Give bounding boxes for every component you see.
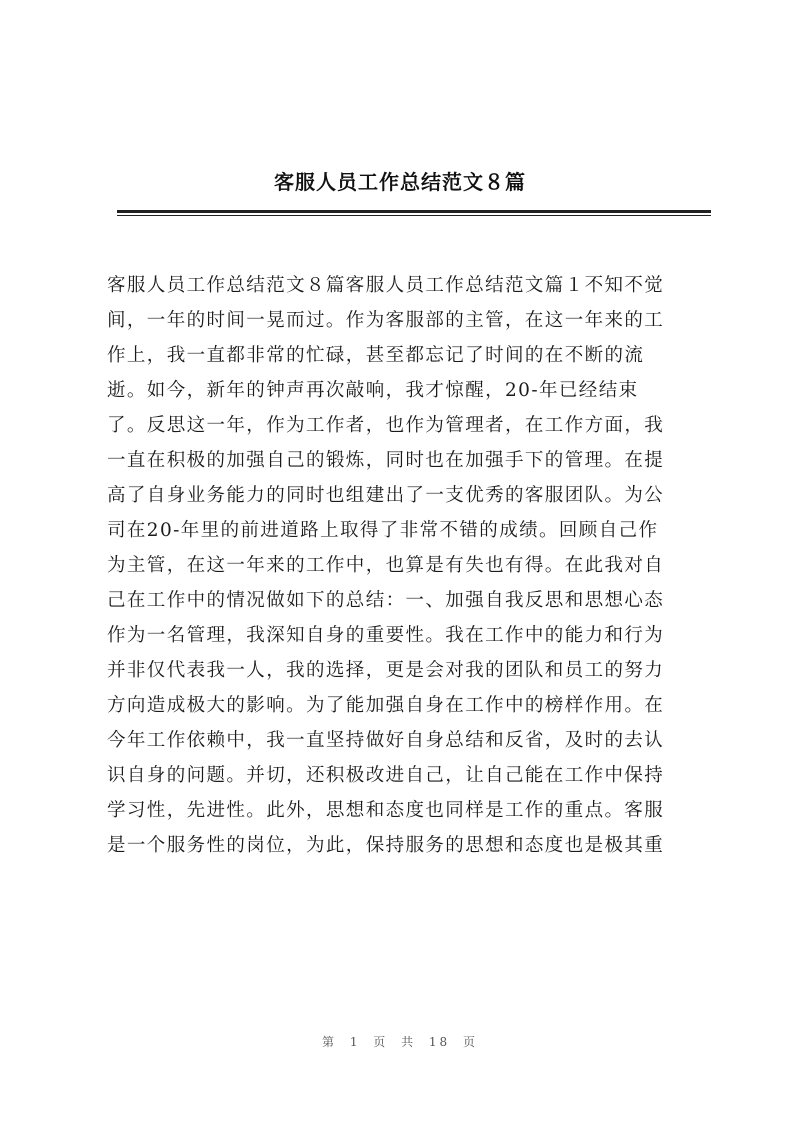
body-line: 学习性，先进性。此外，思想和态度也同样是工作的重点。客服 — [107, 800, 665, 821]
body-line: 己在工作中的情况做如下的总结：一、加强自我反思和思想心态 — [107, 590, 665, 611]
document-title: 客服人员工作总结范文８篇 — [274, 170, 526, 194]
body-line: 间，一年的时间一晃而过。作为客服部的主管，在这一年来的工 — [107, 310, 665, 331]
document-body — [107, 268, 712, 863]
body-line: 方向造成极大的影响。为了能加强自身在工作中的榜样作用。在 — [107, 695, 665, 716]
body-line: 识自身的问题。并切，还积极改进自己，让自己能在工作中保持 — [107, 765, 665, 786]
body-line: 一直在积极的加强自己的锻炼，同时也在加强手下的管理。在提 — [107, 450, 665, 471]
body-line: 今年工作依赖中，我一直坚持做好自身总结和反省，及时的去认 — [107, 730, 665, 751]
body-line: 并非仅代表我一人，我的选择，更是会对我的团队和员工的努力 — [107, 660, 665, 681]
body-line: 为主管，在这一年来的工作中，也算是有失也有得。在此我对自 — [107, 555, 665, 576]
body-line: 了。反思这一年，作为工作者，也作为管理者，在工作方面，我 — [107, 415, 665, 436]
body-line: 司在20-年里的前进道路上取得了非常不错的成绩。回顾自己作 — [107, 520, 659, 541]
page-footer: 第 1 页 共 18 页 — [322, 1035, 478, 1049]
body-line: 客服人员工作总结范文８篇客服人员工作总结范文篇１不知不觉 — [107, 275, 665, 296]
body-line: 作上，我一直都非常的忙碌，甚至都忘记了时间的在不断的流 — [107, 345, 645, 366]
title-divider-thin — [117, 215, 711, 216]
body-line: 逝。如今，新年的钟声再次敲响，我才惊醒，20-年已经结束 — [107, 380, 639, 401]
body-line: 高了自身业务能力的同时也组建出了一支优秀的客服团队。为公 — [107, 485, 665, 506]
body-line: 作为一名管理，我深知自身的重要性。我在工作中的能力和行为 — [107, 625, 665, 646]
title-divider — [117, 210, 711, 213]
body-line: 是一个服务性的岗位，为此，保持服务的思想和态度也是极其重 — [107, 835, 665, 856]
